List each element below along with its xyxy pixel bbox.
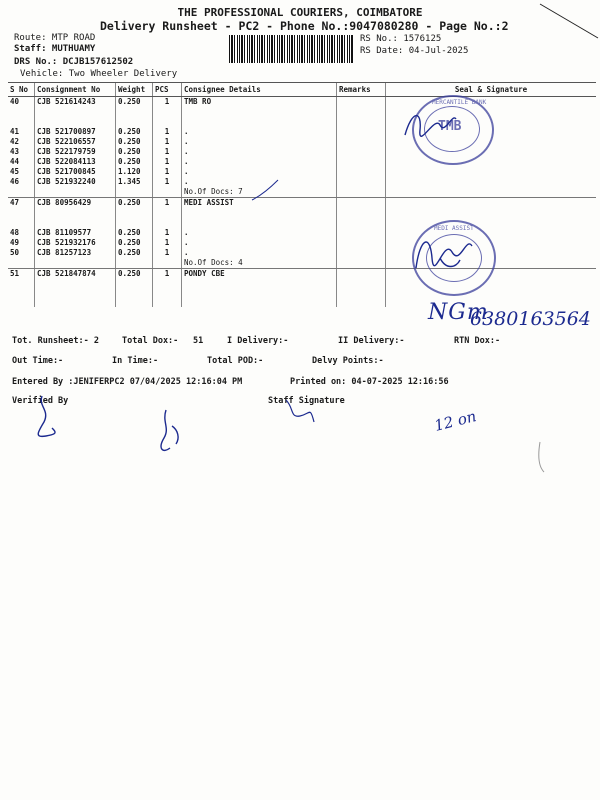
table-row xyxy=(8,137,596,147)
cell-consignment: CJB 522106557 xyxy=(35,137,116,147)
table-row xyxy=(8,228,596,238)
tick-mark xyxy=(250,178,280,204)
total-pod: Total POD:- xyxy=(207,356,264,366)
stamp2-ring-text: MEDI ASSIST xyxy=(434,225,474,232)
rtn-dox: RTN Dox:- xyxy=(454,336,501,346)
cell-weight: 0.250 xyxy=(116,147,153,157)
runsheet-title: Delivery Runsheet - PC2 - Phone No.:9047080280 - Page No.:2 xyxy=(100,19,509,33)
verified-by-label: Verified By xyxy=(12,396,69,406)
cell-consignment: CJB 522179759 xyxy=(35,147,116,157)
cell-seal xyxy=(386,198,597,209)
cell-consignee: . xyxy=(182,167,337,177)
handwritten-phone: 6380163564 xyxy=(470,308,591,330)
cell-remarks xyxy=(337,97,386,108)
cell-pcs: 1 xyxy=(153,238,182,248)
cell-sno: 49 xyxy=(10,238,20,247)
col-remarks: Remarks xyxy=(337,83,386,97)
cell-consignment: CJB 521847874 xyxy=(35,269,116,308)
cell-weight: 1.345 xyxy=(116,177,153,187)
ii-delivery: II Delivery:- xyxy=(338,336,405,346)
cell-weight: 0.250 xyxy=(116,269,153,308)
tot-runsheet: Tot. Runsheet:- 2 xyxy=(12,336,99,346)
entered-by: Entered By :JENIFERPC2 07/04/2025 12:16:04 PM xyxy=(12,377,243,387)
cell-seal xyxy=(386,177,597,187)
cell-remarks xyxy=(337,167,386,177)
cell-consignment: CJB 521614243 xyxy=(35,97,116,108)
out-time: Out Time:- xyxy=(12,356,64,366)
signature-scribble-1 xyxy=(400,105,460,145)
cell-weight: 0.250 xyxy=(116,137,153,147)
cell-sno: 47 xyxy=(10,198,20,207)
cell-consignee: . xyxy=(182,127,337,137)
staff-label: Staff: MUTHUAMY xyxy=(14,44,96,54)
cell-seal xyxy=(386,147,597,157)
barcode xyxy=(229,35,354,63)
table-row xyxy=(8,238,596,248)
cell-weight: 0.250 xyxy=(116,248,153,258)
staff-signature-mark xyxy=(152,408,192,456)
cell-remarks xyxy=(337,269,386,308)
cell-sno: 44 xyxy=(10,157,20,166)
company-title: THE PROFESSIONAL COURIERS, COIMBATORE xyxy=(177,6,423,19)
in-time: In Time:- xyxy=(112,356,159,366)
cell-pcs: 1 xyxy=(153,147,182,157)
handwritten-time: 12 on xyxy=(432,407,479,435)
table-row xyxy=(8,198,596,209)
delvy-points: Delvy Points:- xyxy=(312,356,384,366)
table-row xyxy=(8,248,596,258)
cell-remarks xyxy=(337,198,386,209)
cell-weight: 1.120 xyxy=(116,167,153,177)
cell-pcs: 1 xyxy=(153,177,182,187)
printed-on: Printed on: 04-07-2025 12:16:56 xyxy=(290,377,449,387)
docs-count: No.Of Docs: 7 xyxy=(182,187,337,198)
cell-consignment: CJB 80956429 xyxy=(35,198,116,209)
table-header-row xyxy=(8,83,596,97)
cell-weight: 0.250 xyxy=(116,228,153,238)
verifier-signature xyxy=(30,392,70,444)
cell-remarks xyxy=(337,248,386,258)
cell-weight: 0.250 xyxy=(116,127,153,137)
cell-consignee: . xyxy=(182,238,337,248)
cell-sno: 40 xyxy=(10,97,20,106)
total-dox-label: Total Dox:- xyxy=(122,336,179,346)
cell-consignment: CJB 522084113 xyxy=(35,157,116,167)
cell-consignment: CJB 81257123 xyxy=(35,248,116,258)
cell-consignee: . xyxy=(182,137,337,147)
cell-sno: 42 xyxy=(10,137,20,146)
vehicle-label: Vehicle: Two Wheeler Delivery xyxy=(20,69,178,79)
table-row xyxy=(8,157,596,167)
cell-weight: 0.250 xyxy=(116,198,153,209)
cell-sno: 51 xyxy=(10,269,20,278)
cell-sno: 46 xyxy=(10,177,20,186)
seal-ring-text: MERCANTILE BANK xyxy=(432,99,487,106)
cell-consignee: TMB RO xyxy=(182,97,337,108)
table-spacer xyxy=(8,107,596,127)
col-pcs: PCS xyxy=(153,83,182,97)
signature-scribble-2 xyxy=(410,228,480,278)
cell-weight: 0.250 xyxy=(116,157,153,167)
cell-remarks xyxy=(337,177,386,187)
table-row xyxy=(8,167,596,177)
col-consignment: Consignment No xyxy=(35,83,116,97)
cell-pcs: 1 xyxy=(153,248,182,258)
col-consignee: Consignee Details xyxy=(182,83,337,97)
table-row xyxy=(8,177,596,187)
cell-seal xyxy=(386,157,597,167)
staff-signature-scribble xyxy=(280,396,320,430)
cell-consignee: . xyxy=(182,248,337,258)
runsheet-table xyxy=(8,82,596,307)
handwritten-name: NGm xyxy=(428,300,489,325)
docs-row xyxy=(8,258,596,269)
route-label: Route: MTP ROAD xyxy=(14,33,96,43)
seal-center-text: TMB xyxy=(438,119,462,134)
staff-signature-label: Staff Signature xyxy=(268,396,345,406)
cell-remarks xyxy=(337,147,386,157)
cell-consignment: CJB 521700845 xyxy=(35,167,116,177)
table-row xyxy=(8,269,596,308)
cell-pcs: 1 xyxy=(153,167,182,177)
col-sno: S No xyxy=(8,83,35,97)
docs-row xyxy=(8,187,596,198)
cell-consignment: CJB 521932240 xyxy=(35,177,116,187)
cell-sno: 43 xyxy=(10,147,20,156)
cell-remarks xyxy=(337,238,386,248)
i-delivery: I Delivery:- xyxy=(227,336,289,346)
cell-consignment: CJB 521700897 xyxy=(35,127,116,137)
cell-sno: 48 xyxy=(10,228,20,237)
cell-weight: 0.250 xyxy=(116,97,153,108)
cell-consignee: . xyxy=(182,157,337,167)
cell-consignment: CJB 521932176 xyxy=(35,238,116,248)
cell-remarks xyxy=(337,157,386,167)
cell-consignee: . xyxy=(182,147,337,157)
cell-pcs: 1 xyxy=(153,97,182,108)
total-dox-value: 51 xyxy=(193,336,204,346)
cell-consignee: MEDI ASSIST xyxy=(182,198,337,209)
cell-pcs: 1 xyxy=(153,127,182,137)
col-weight: Weight xyxy=(116,83,153,97)
cell-pcs: 1 xyxy=(153,269,182,308)
rs-date: RS Date: 04-Jul-2025 xyxy=(360,46,469,56)
cell-sno: 41 xyxy=(10,127,20,136)
docs-count: No.Of Docs: 4 xyxy=(182,258,337,269)
cell-sno: 45 xyxy=(10,167,20,176)
rs-number: RS No.: 1576125 xyxy=(360,34,442,44)
cell-weight: 0.250 xyxy=(116,238,153,248)
cell-pcs: 1 xyxy=(153,198,182,209)
cell-sno: 50 xyxy=(10,248,20,257)
cell-consignment: CJB 81109577 xyxy=(35,228,116,238)
table-spacer xyxy=(8,208,596,228)
cell-consignee: . xyxy=(182,228,337,238)
cell-pcs: 1 xyxy=(153,157,182,167)
pen-mark xyxy=(536,440,550,476)
col-seal: Seal & Signature xyxy=(386,83,597,97)
cell-seal xyxy=(386,167,597,177)
table-row xyxy=(8,97,596,108)
cell-remarks xyxy=(337,228,386,238)
cell-remarks xyxy=(337,127,386,137)
cell-remarks xyxy=(337,137,386,147)
cell-pcs: 1 xyxy=(153,137,182,147)
cell-consignee: . xyxy=(182,177,337,187)
drs-number: DRS No.: DCJB157612502 xyxy=(14,57,134,67)
cell-consignee: PONDY CBE xyxy=(182,269,337,308)
table-row xyxy=(8,127,596,137)
cell-pcs: 1 xyxy=(153,228,182,238)
table-row xyxy=(8,147,596,157)
